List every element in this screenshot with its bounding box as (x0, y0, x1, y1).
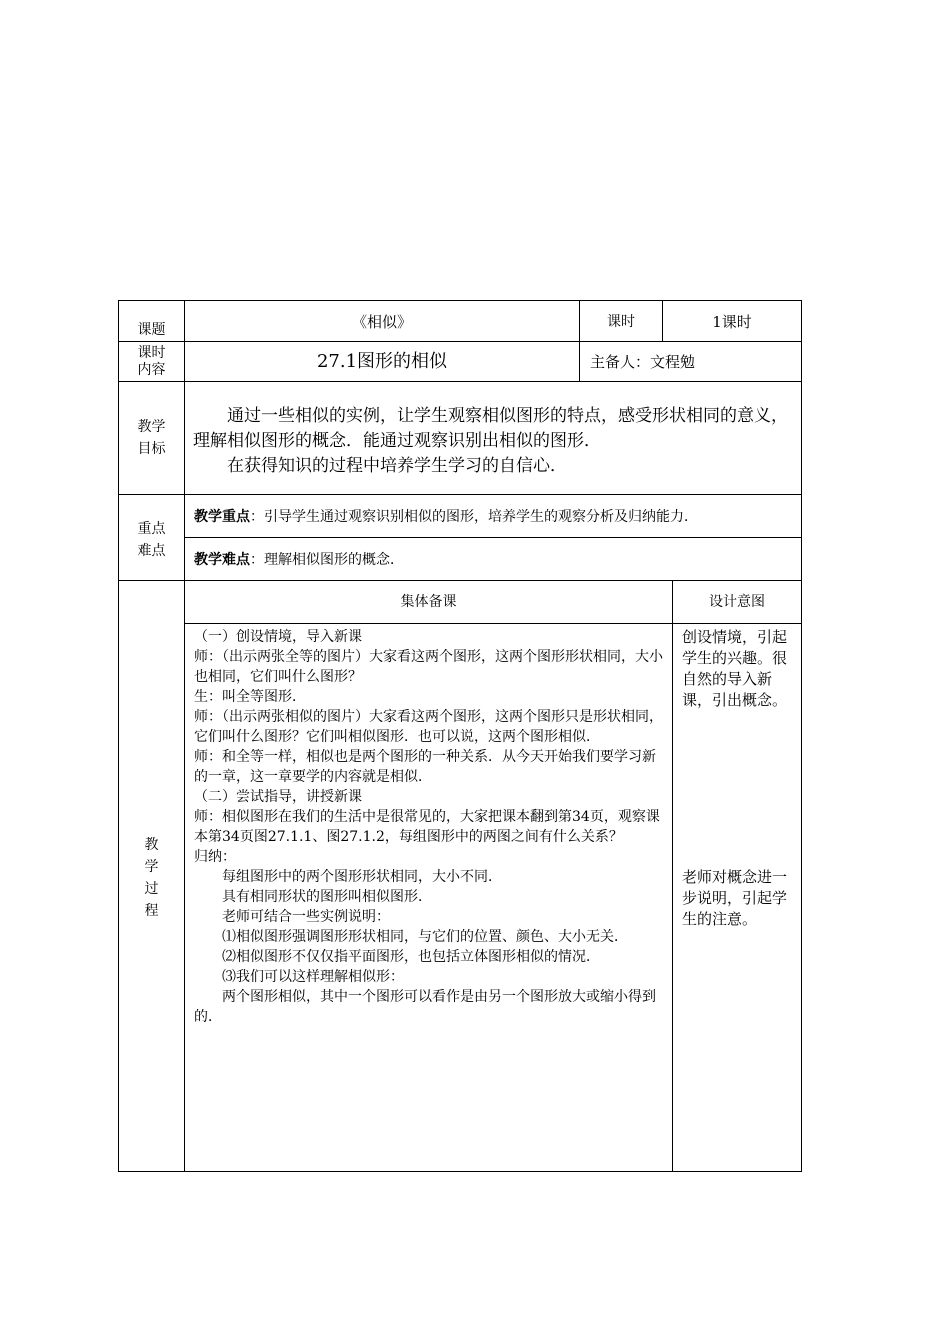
process-line: 师：和全等一样，相似也是两个图形的一种关系．从今天开始我们要学习新的一章，这一章要学的内容就是相似． (194, 749, 656, 785)
keypoints-label-line2: 难点 (137, 542, 166, 559)
focus-label: 教学重点 (194, 509, 250, 525)
process-line: 老师可结合一些实例说明： (222, 909, 390, 925)
goals-content-cell (184, 381, 802, 495)
period-value-cell (662, 300, 802, 342)
subject-value: 《相似》 (351, 313, 412, 331)
design-header: 设计意图 (709, 594, 765, 610)
focus-text: ：引导学生通过观察识别相似的图形，培养学生的观察分析及归纳能力． (250, 509, 698, 525)
preparer-cell (579, 341, 802, 382)
subject-label: 课题 (137, 322, 166, 338)
content-label-cell (118, 341, 185, 382)
preparer: 主备人：文程勉 (590, 353, 696, 371)
process-label-char-3: 过 (144, 881, 159, 897)
content-label-line2: 内容 (137, 362, 166, 378)
process-line: 师：相似图形在我们的生活中是很常见的，大家把课本翻到第34页，观察课本第34页图27.1.1、图27.1.2，每组图形中的两图之间有什么关系？ (194, 809, 660, 845)
process-line: 两个图形相似，其中一个图形可以看作是由另一个图形放大或缩小得到的． (194, 989, 656, 1025)
period-label: 课时 (607, 314, 635, 330)
process-line: 师：（出示两张全等的图片）大家看这两个图形，这两个图形形状相同，大小也相同，它们叫什么图形？ (194, 649, 663, 685)
process-line: 归纳： (194, 849, 236, 865)
collective-body-cell (184, 623, 673, 1172)
process-line: 每组图形中的两个图形形状相同，大小不同． (222, 869, 502, 885)
goals-label-line1: 教学 (137, 419, 166, 435)
process-line: 师：（出示两张相似的图片）大家看这两个图形，这两个图形只是形状相同，它们叫什么图形？它们叫相似图形．也可以说，这两个图形相似． (194, 709, 663, 745)
keypoints-label-line1: 重点 (137, 520, 166, 537)
process-line: ⑶我们可以这样理解相似形： (222, 969, 404, 985)
process-line: （二）尝试指导，讲授新课 (194, 789, 362, 805)
lesson-plan-table (118, 300, 802, 1172)
period-value: 1课时 (712, 313, 752, 331)
process-label-cell (118, 580, 185, 1172)
goals-paragraph-2: 在获得知识的过程中培养学生学习的自信心． (227, 456, 567, 476)
difficulty-cell (184, 537, 802, 581)
subject-value-cell (184, 300, 580, 342)
design-note-2: 老师对概念进一步说明，引起学生的注意。 (682, 868, 788, 928)
collective-header-cell (184, 580, 673, 624)
content-value: 27.1图形的相似 (316, 350, 448, 372)
content-value-cell (184, 341, 580, 382)
process-label-char-2: 学 (144, 859, 159, 875)
design-body-cell (672, 623, 802, 1172)
process-line: 生：叫全等图形． (194, 689, 306, 705)
subject-label-cell (118, 300, 185, 342)
collective-header: 集体备课 (400, 594, 457, 610)
process-line: ⑴相似图形强调图形形状相同，与它们的位置、颜色、大小无关． (222, 929, 628, 945)
design-header-cell (672, 580, 802, 624)
process-label-char-1: 教 (144, 837, 159, 853)
goals-label-line2: 目标 (137, 441, 166, 457)
difficulty-label: 教学难点 (194, 552, 250, 568)
process-line: ⑵相似图形不仅仅指平面图形，也包括立体图形相似的情况． (222, 949, 600, 965)
process-line: （一）创设情境，导入新课 (194, 629, 362, 645)
difficulty-text: ：理解相似图形的概念． (250, 552, 404, 568)
period-label-cell (579, 300, 663, 342)
content-label-line1: 课时 (137, 345, 166, 361)
keypoints-label-cell (118, 494, 185, 581)
process-label-char-4: 程 (144, 903, 159, 919)
goals-paragraph-1: 通过一些相似的实例，让学生观察相似图形的特点，感受形状相同的意义，理解相似图形的概念．能通过观察识别出相似的图形． (193, 406, 788, 451)
design-note-1: 创设情境，引起学生的兴趣。很自然的导入新课，引出概念。 (682, 628, 788, 709)
goals-label-cell (118, 381, 185, 495)
focus-cell (184, 494, 802, 538)
process-line: 具有相同形状的图形叫相似图形． (222, 889, 432, 905)
